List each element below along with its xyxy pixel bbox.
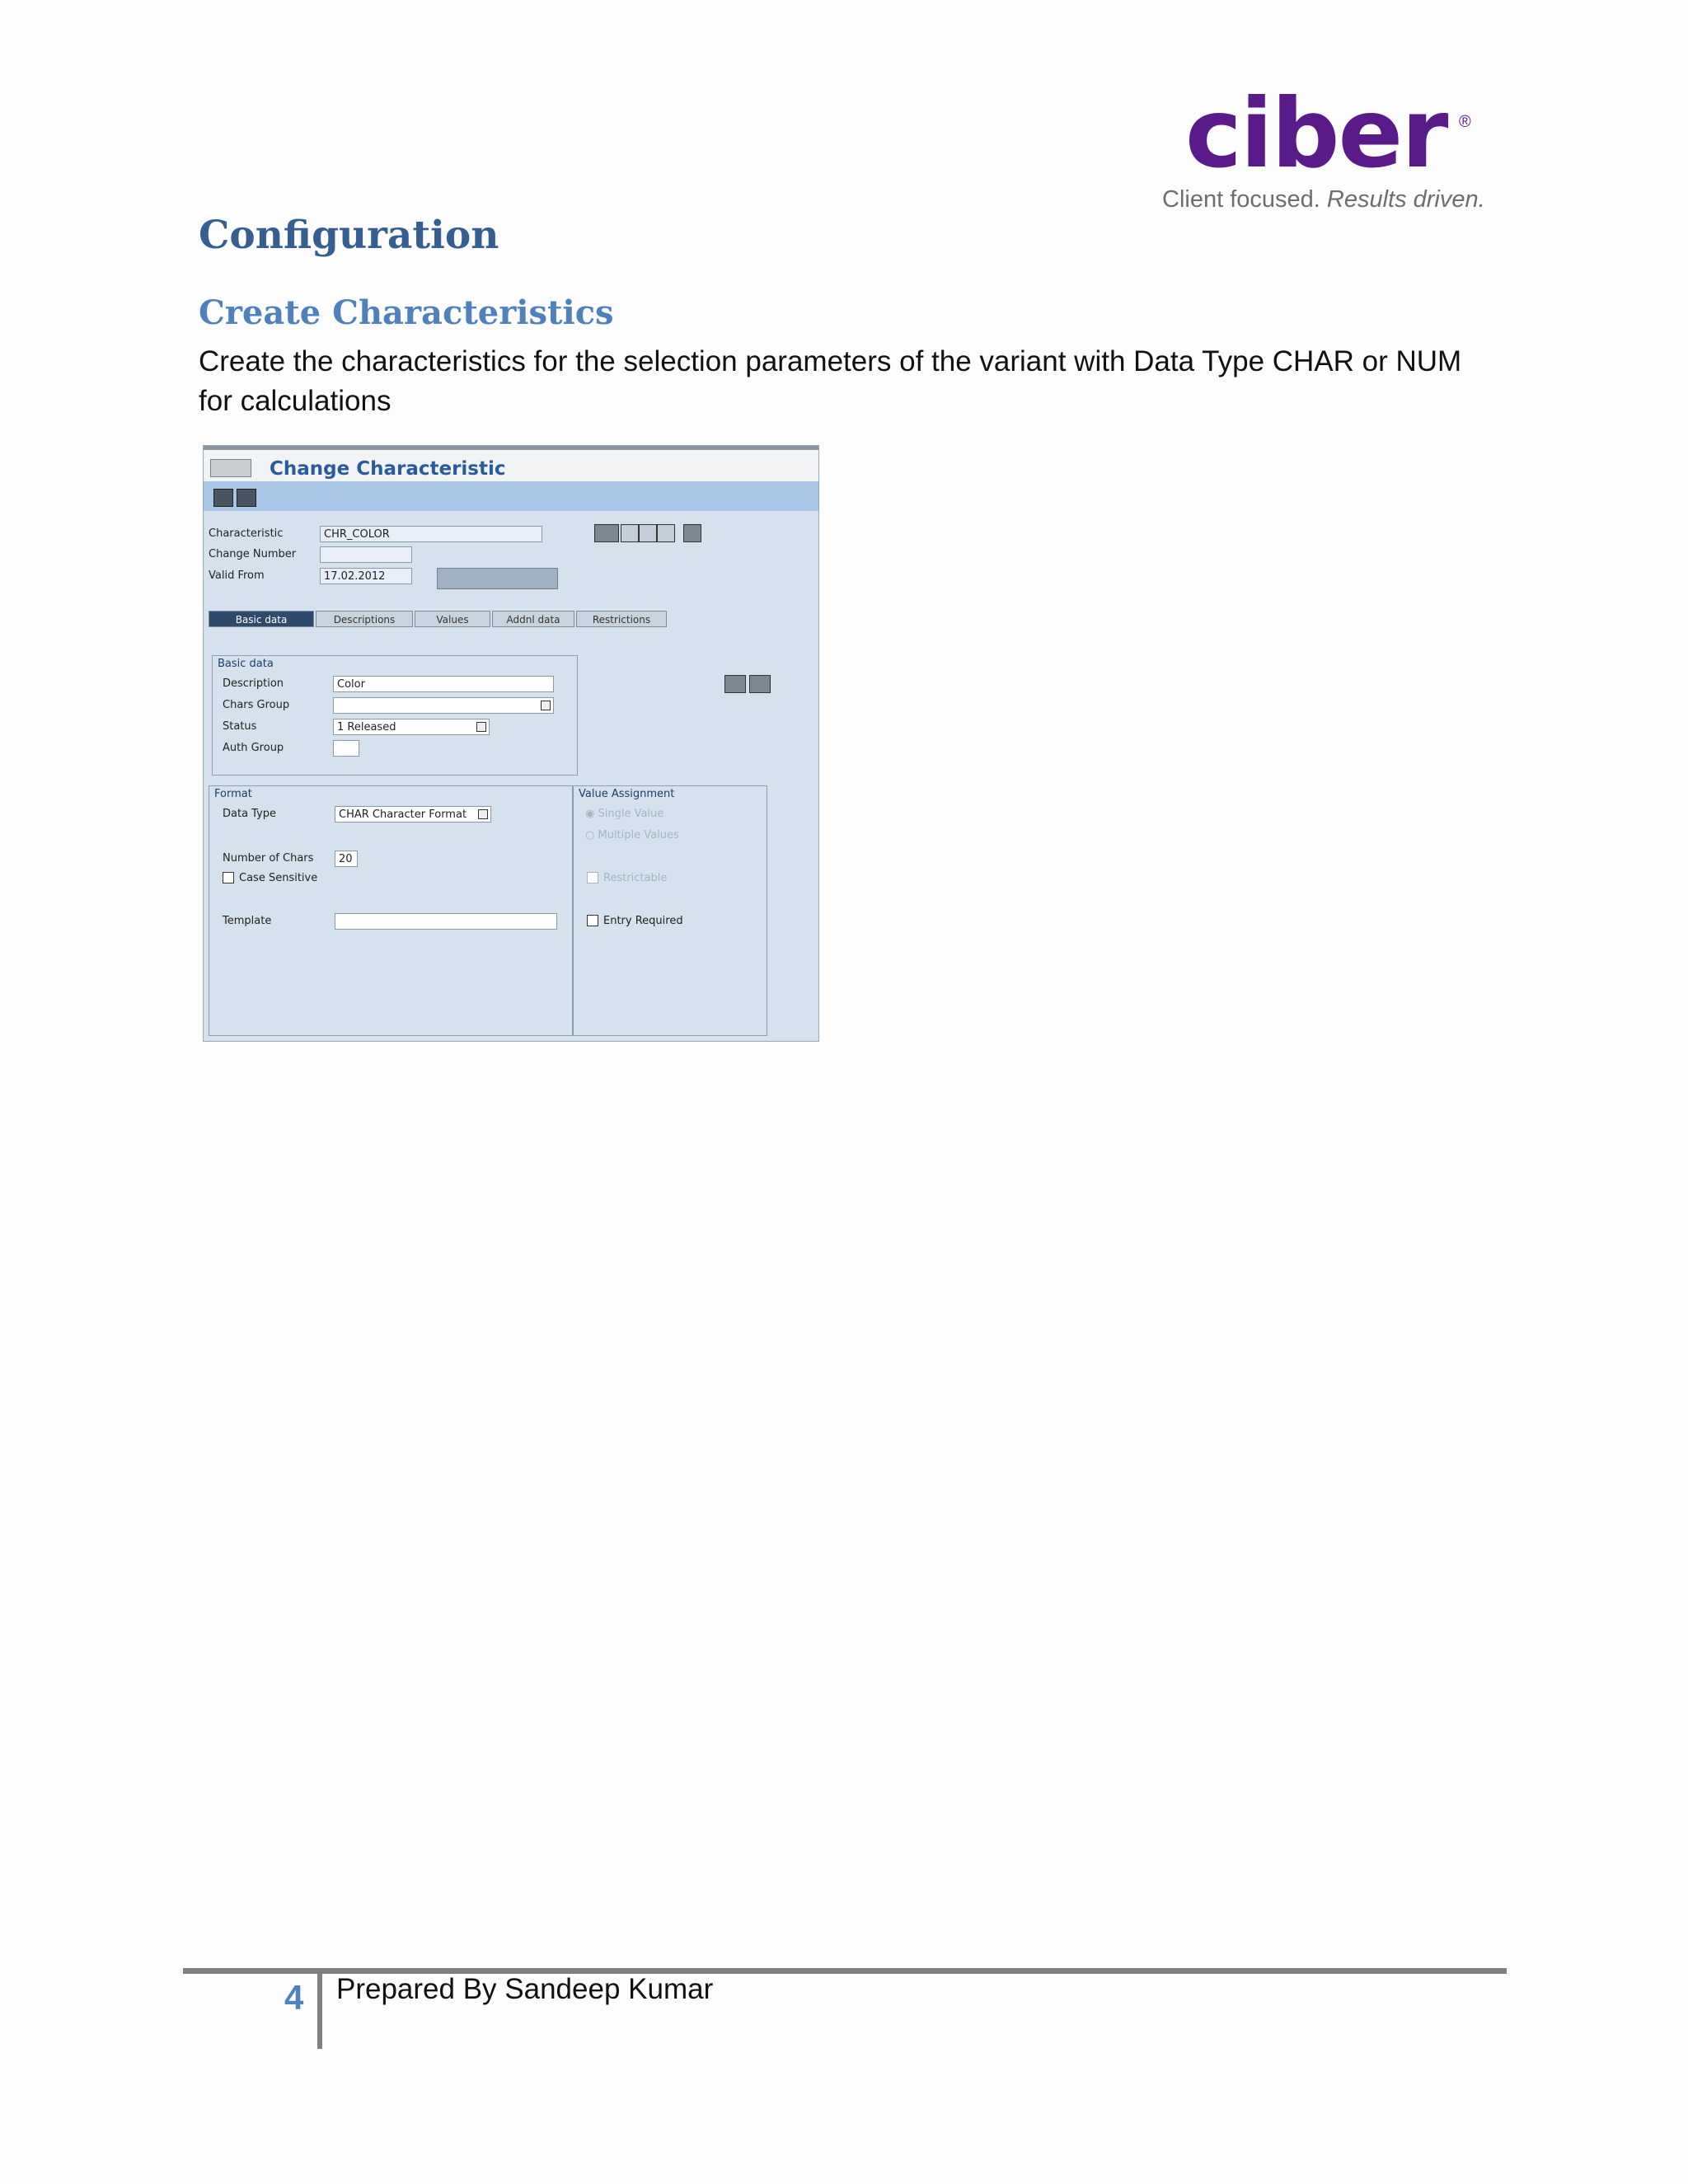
value-assignment-group (573, 785, 767, 1036)
single-value-radio[interactable]: ◉ Single Value (585, 808, 664, 820)
delete-icon[interactable] (749, 675, 771, 693)
page-number: 4 (284, 1978, 304, 2017)
basic-data-group-title: Basic data (218, 658, 274, 670)
tool-icon-1[interactable] (621, 524, 639, 542)
status-label: Status (223, 720, 257, 733)
page-heading: Configuration (199, 213, 499, 258)
multiple-values-radio[interactable]: ○ Multiple Values (585, 829, 679, 841)
status-dropdown-icon[interactable] (476, 722, 486, 732)
characteristic-label: Characteristic (209, 527, 284, 540)
restrictable-label: Restrictable (603, 872, 668, 884)
format-group (209, 785, 573, 1036)
characteristic-field[interactable]: CHR_COLOR (320, 526, 542, 542)
status-field[interactable]: 1 Released (333, 719, 490, 735)
format-group-title: Format (214, 788, 252, 800)
data-type-dropdown-icon[interactable] (478, 809, 488, 819)
template-label: Template (223, 915, 272, 927)
chars-group-field[interactable] (333, 697, 554, 714)
restrictable-checkbox[interactable] (587, 872, 598, 883)
tab-restrictions[interactable]: Restrictions (576, 611, 667, 627)
tagline-part-2: Results driven. (1326, 186, 1485, 213)
other-object-icon[interactable] (237, 489, 256, 507)
data-type-field[interactable]: CHAR Character Format (335, 806, 491, 823)
template-field[interactable] (335, 913, 557, 930)
change-number-label: Change Number (209, 548, 297, 560)
sap-application-toolbar (204, 481, 818, 511)
tab-descriptions[interactable]: Descriptions (316, 611, 413, 627)
sap-title-bar (204, 450, 818, 481)
description-field[interactable]: Color (333, 676, 554, 692)
single-value-label: Single Value (598, 808, 664, 820)
tool-icon-2[interactable] (639, 524, 657, 542)
edit-icon[interactable] (724, 675, 746, 693)
tool-icon-3[interactable] (657, 524, 675, 542)
registered-mark: ® (1459, 113, 1471, 131)
auth-group-label: Auth Group (223, 742, 284, 754)
valid-from-field[interactable]: 17.02.2012 (320, 568, 412, 584)
ciber-logo: ciber (1185, 78, 1447, 190)
entry-required-checkbox[interactable] (587, 915, 598, 926)
num-chars-label: Number of Chars (223, 852, 314, 865)
tab-addnl-data[interactable]: Addnl data (492, 611, 574, 627)
auth-group-field[interactable] (333, 740, 359, 757)
data-type-label: Data Type (223, 808, 277, 820)
change-number-field[interactable] (320, 546, 412, 563)
basic-data-group (212, 655, 578, 776)
chars-group-dropdown-icon[interactable] (541, 701, 551, 710)
footer-text: Prepared By Sandeep Kumar (336, 1973, 714, 2005)
num-chars-field[interactable]: 20 (335, 851, 358, 867)
logo-tagline (1162, 186, 1485, 213)
entry-required-label: Entry Required (603, 915, 683, 927)
tagline-part-1: Client focused. (1162, 186, 1327, 213)
sap-window-title: Change Characteristic (270, 458, 506, 480)
tab-values[interactable]: Values (415, 611, 490, 627)
chars-group-label: Chars Group (223, 699, 290, 711)
footer-divider (317, 1973, 322, 2049)
tab-basic-data[interactable]: Basic data (209, 611, 314, 627)
case-sensitive-label: Case Sensitive (239, 872, 318, 884)
multiple-values-label: Multiple Values (598, 829, 679, 841)
value-assignment-title: Value Assignment (579, 788, 675, 800)
section-heading: Create Characteristics (199, 293, 614, 332)
system-menu-icon[interactable] (210, 459, 251, 477)
search-icon[interactable] (594, 524, 619, 542)
description-label: Description (223, 677, 284, 690)
validity-button[interactable] (437, 568, 558, 589)
case-sensitive-checkbox[interactable] (223, 872, 234, 883)
sap-screenshot (203, 445, 819, 1042)
valid-from-label: Valid From (209, 569, 265, 582)
display-change-icon[interactable] (213, 489, 233, 507)
copy-icon[interactable] (683, 524, 701, 542)
body-paragraph: Create the characteristics for the selection parameters of the variant with Data Type CHAR or NUM for calculations (199, 345, 1462, 417)
